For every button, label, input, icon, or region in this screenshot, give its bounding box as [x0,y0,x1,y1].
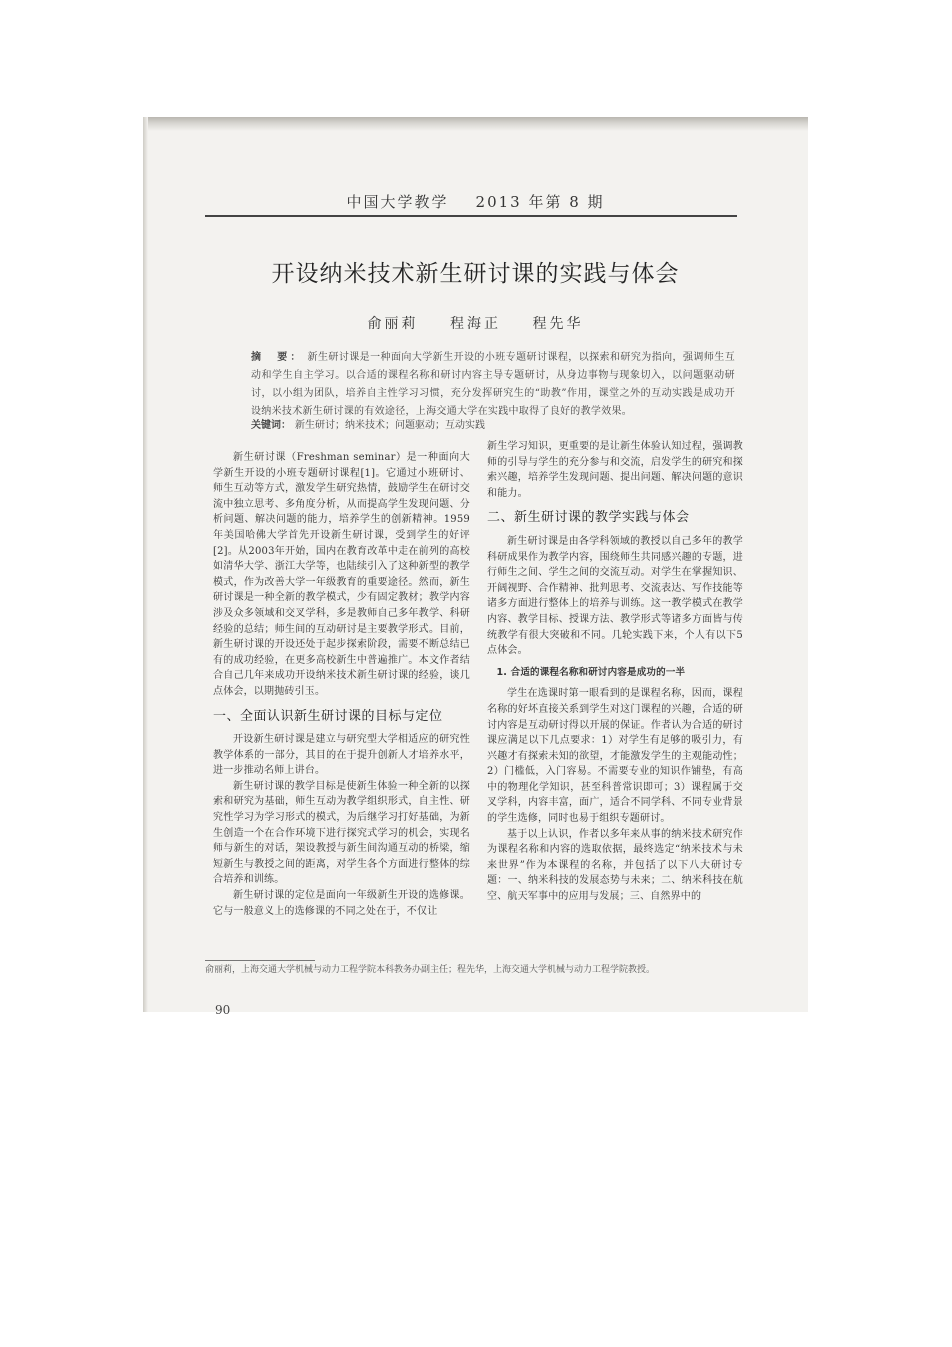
section-heading: 一、全面认识新生研讨课的目标与定位 [213,708,443,724]
section-heading: 二、新生研讨课的教学实践与体会 [487,510,690,526]
footnote-rule [205,960,315,961]
paragraph: 新生研讨课（Freshman seminar）是一种面向大学新生开设的小班专题研讨课程[1]。它通过小班研讨、师生互动等方式，激发学生研究热情，鼓励学生在研讨交流中独立思考、多角度分析，从而提高学生发现问题、分析问题、解决问题的能力，培养学生的创新精神。1959年美国哈佛大学首先开设新生研讨课，受到学生的好评[2]。从2003年开始，国内在教育改革中走在前列的高校如清华大学、浙江大学等，也陆续引入了这种新型的教学模式，作为改善大学一年级教育的重要途径。然而，新生研讨课是一种全新的教学模式，少有固定教材；教学内容涉及众多领域和交叉学科，多是教师自己多年教学、科研经验的总结；师生间的互动研讨是主要教学形式。目前，新生研讨课的开设还处于起步探索阶段，需要不断总结已有的成功经验，在更多高校新生中普遍推广。本文作者结合自己几年来成功开设纳米技术新生研讨课的经验，谈几点体会，以期抛砖引玉。 [213,452,470,697]
journal-header [143,191,808,212]
author-name: 程先华 [532,316,584,332]
journal-issue: 2013 年第 8 期 [475,193,605,211]
paragraph: 学生在选课时第一眼看到的是课程名称，因而，课程名称的好坏直接关系到学生对这门课程的兴趣，合适的研讨内容是互动研讨得以开展的保证。作者认为合适的研讨课应满足以下几点要求：1）对学生有足够的吸引力，有兴趣才有探索未知的欲望，才能激发学生的主观能动性；2）门槛低，入门容易。不需要专业的知识作铺垫，有高中的物理化学知识，甚至科普常识即可；3）课程属于交叉学科，内容丰富，面广，适合不同学科、不同专业背景的学生选修，同时也易于组织专题研讨。 [487,688,743,825]
keywords-label: 关键词： [251,420,291,431]
scan-shadow-left [143,117,148,1012]
scanned-page [143,117,808,1017]
left-column [213,450,470,919]
page-number: 90 [215,1003,231,1017]
author-name: 俞丽莉 [367,316,419,332]
article-title: 开设纳米技术新生研讨课的实践与体会 [271,261,680,287]
author-footnote: 俞丽莉，上海交通大学机械与动力工程学院本科教务办副主任；程先华，上海交通大学机械与动力工程学院教授。 [205,965,656,975]
subsection-heading: 1. 合适的课程名称和研讨内容是成功的一半 [496,666,686,678]
abstract [251,349,735,421]
keywords-text: 新生研讨；纳米技术；问题驱动；互动实践 [295,420,485,431]
keywords [251,419,735,433]
author-name: 程海正 [450,316,501,332]
author-list [143,313,808,333]
paragraph: 新生研讨课的教学目标是使新生体验一种全新的以探索和研究为基础，师生互动为教学组织形式，自主性、研究性学习为学习形式的模式，为后继学习打好基础，为新生创造一个在合作环境下进行探究式学习的机会，实现名师与新生的对话，架设教授与新生间沟通互动的桥梁，缩短新生与教授之间的距离，对学生各个方面进行整体的综合培养和训练。 [213,780,470,886]
paragraph: 新生研讨课是由各学科领域的教授以自己多年的教学科研成果作为教学内容，围绕师生共同感兴趣的专题，进行师生之间、学生之间的交流互动。对学生在掌握知识、开阔视野、合作精神、批判思考、交流表达、写作技能等诸多方面进行整体上的培养与训练。这一教学模式在教学内容、教学目标、授课方法、教学形式等诸多方面皆与传统教学有很大突破和不同。几轮实践下来，个人有以下5点体会。 [487,535,743,657]
paragraph: 开设新生研讨课是建立与研究型大学相适应的研究性教学体系的一部分，其目的在于提升创新人才培养水平，进一步推动名师上讲台。 [213,734,470,777]
right-column [487,439,743,905]
paragraph: 新生研讨课的定位是面向一年级新生开设的选修课。它与一般意义上的选修课的不同之处在于，不仅让 [213,890,470,917]
abstract-label: 摘 要： [251,352,304,363]
journal-name: 中国大学教学 [346,193,449,211]
header-rule [205,215,737,217]
abstract-text: 新生研讨课是一种面向大学新生开设的小班专题研讨课程，以探索和研究为指向，强调师生互动和学生自主学习。以合适的课程名称和研讨内容主导专题研讨，从身边事物与现象切入，以问题驱动研讨，以小组为团队，培养自主性学习习惯，充分发挥研究生的“助教”作用，课堂之外的互动实践是成功开设纳米技术新生研讨课的有效途径，上海交通大学在实践中取得了良好的教学效果。 [251,352,736,417]
paragraph: 基于以上认识，作者以多年来从事的纳米技术研究作为课程名称和内容的选取依据，最终选定“纳米技术与未来世界”作为本课程的名称，并包括了以下八大研讨专题：一、纳米科技的发展态势与未来；二、纳米科技在航空、航天军事中的应用与发展；三、自然界中的 [487,828,743,903]
scan-shadow-top [143,117,808,131]
paragraph: 新生学习知识，更重要的是让新生体验认知过程，强调教师的引导与学生的充分参与和交流，启发学生的研究和探索兴趣，培养学生发现问题、提出问题、解决问题的意识和能力。 [487,441,743,499]
